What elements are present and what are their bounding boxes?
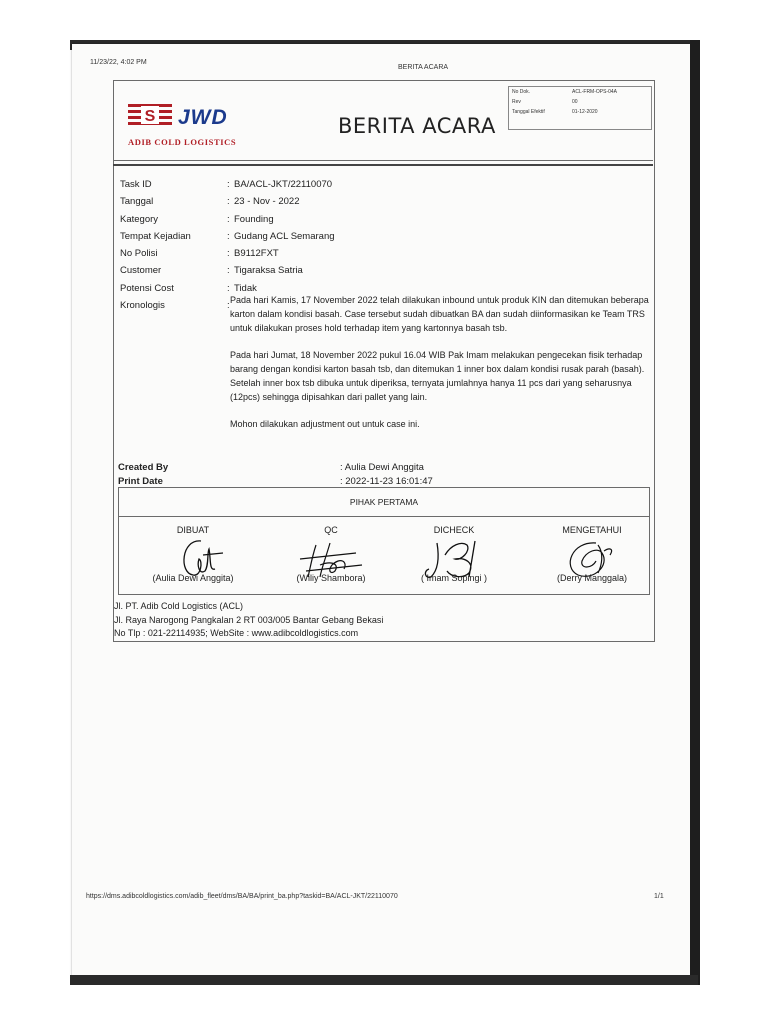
footer-contact: No Tlp : 021-22114935; WebSite : www.adibcoldlogistics.com: [114, 628, 359, 638]
logo-company-name: ADIB COLD LOGISTICS: [128, 137, 237, 147]
signature-name: (Derry Manggala): [556, 573, 628, 583]
field-value: 23 - Nov - 2022: [234, 196, 300, 208]
kronologis-paragraph: Mohon dilakukan adjustment out untuk case ini.: [230, 419, 420, 429]
field-row-potensi-cost: Potensi Cost : Tidak: [120, 280, 650, 297]
signature-role: DICHECK: [433, 525, 475, 535]
signature-name: (Wiliy Shambora): [296, 573, 366, 583]
header-divider-thick: [113, 164, 653, 166]
doc-info-value: 00: [572, 99, 578, 105]
field-value: B9112FXT: [234, 248, 279, 260]
print-date-label: Print Date: [118, 475, 163, 487]
photo-backdrop-right: [690, 40, 700, 985]
field-label: Kategory: [120, 213, 159, 225]
company-footer: [114, 600, 383, 641]
doc-info-row: [509, 87, 651, 97]
created-values: [340, 461, 433, 488]
print-url: https://dms.adibcoldlogistics.com/adib_fleet/dms/BA/BA/print_ba.php?taskid=BA/ACL-JKT/22110070: [86, 893, 398, 900]
doc-info-value: 01-12-2020: [572, 109, 598, 115]
field-label: Customer: [120, 265, 162, 277]
doc-info-row: [509, 107, 651, 117]
document-info-box: [508, 86, 652, 130]
field-row-no-polisi: No Polisi : B9112FXT: [120, 245, 650, 262]
signature-mengetahui: [532, 525, 652, 581]
signature-role: MENGETAHUI: [562, 525, 622, 535]
footer-company: Jl. PT. Adib Cold Logistics (ACL): [114, 601, 244, 611]
print-page-title: BERITA ACARA: [398, 64, 449, 71]
signature-name: ( Imam Sopingi ): [420, 573, 488, 583]
field-value: Tigaraksa Satria: [234, 265, 303, 277]
doc-info-row: [509, 97, 651, 107]
signature-role: DIBUAT: [176, 525, 210, 535]
field-row-kategory: Kategory : Founding: [120, 211, 650, 228]
logo-brand-text: JWD: [178, 106, 228, 129]
acl-logo-icon: [128, 104, 172, 126]
header-divider: [113, 160, 653, 161]
signature-dicheck: [394, 525, 514, 581]
field-row-customer: Customer : Tigaraksa Satria: [120, 262, 650, 279]
kronologis-paragraph: Pada hari Kamis, 17 November 2022 telah dilakukan inbound untuk produk KIN dan ditemukan beberapa karton dalam kondisi basah. Case tersebut sudah dibuatkan BA dan sudah diinformasikan ke Team TRS untuk dilakukan proses hold terhadap item yang kartonnya basah tsb.: [230, 295, 649, 333]
field-value: BA/ACL-JKT/22110070: [234, 179, 333, 190]
field-value: Tidak: [234, 282, 257, 294]
field-row-kronologis: Kronologis :: [120, 297, 650, 314]
print-timestamp: 11/23/22, 4:02 PM: [90, 59, 147, 66]
doc-info-value: ACL-FRM-OPS-04A: [572, 89, 618, 95]
field-row-task-id: Task ID : BA/ACL-JKT/22110070: [120, 176, 650, 193]
field-label: Tanggal: [120, 196, 154, 208]
field-label: Kronologis: [120, 300, 165, 312]
signature-box-title: PIHAK PERTAMA: [349, 497, 419, 507]
field-label: Tempat Kejadian: [120, 230, 191, 242]
document-title: BERITA ACARA: [338, 114, 496, 138]
svg-text:S: S: [144, 108, 156, 125]
print-page-number: 1/1: [654, 893, 664, 900]
doc-info-label: Rev: [512, 99, 521, 105]
field-value: Gudang ACL Semarang: [234, 230, 335, 242]
signature-qc: [271, 525, 391, 581]
photo-backdrop-bottom: [70, 975, 698, 985]
field-row-tanggal: Tanggal : 23 - Nov - 2022: [120, 193, 650, 210]
signature-dibuat: [133, 525, 253, 581]
footer-address: Jl. Raya Narogong Pangkalan 2 RT 003/005 Bantar Gebang Bekasi: [114, 614, 384, 625]
doc-info-label: No Dok.: [512, 89, 531, 95]
print-date-value: : 2022-11-23 16:01:47: [340, 475, 433, 487]
created-labels: [118, 461, 168, 488]
signature-role: QC: [324, 525, 338, 535]
signature-name: (Aulia Dewi Anggita): [152, 573, 234, 583]
field-row-tempat-kejadian: Tempat Kejadian : Gudang ACL Semarang: [120, 228, 650, 245]
created-by-label: Created By: [118, 462, 169, 473]
signature-box-divider: [118, 516, 649, 517]
kronologis-text: [230, 293, 650, 444]
doc-info-label: Tanggal Efektif: [512, 109, 545, 115]
field-value: Founding: [234, 213, 274, 225]
field-label: Task ID: [120, 179, 152, 190]
kronologis-paragraph: Pada hari Jumat, 18 November 2022 pukul 16.04 WIB Pak Imam melakukan pengecekan fisik terhadap barang dengan kondisi karton basah tsb, dan ditemukan 1 inner box dalam kondisi rusak parah (basah). Setelah inner box tsb dibuka untuk diperiksa, ternyata jumlahnya hanya 11 pcs dari yang seharusnya (12pcs) sehingga dipisahkan dari pallet yang lain.: [230, 350, 645, 402]
field-label: No Polisi: [120, 248, 158, 260]
field-label: Potensi Cost: [120, 282, 174, 294]
created-by-value: : Aulia Dewi Anggita: [340, 462, 424, 473]
